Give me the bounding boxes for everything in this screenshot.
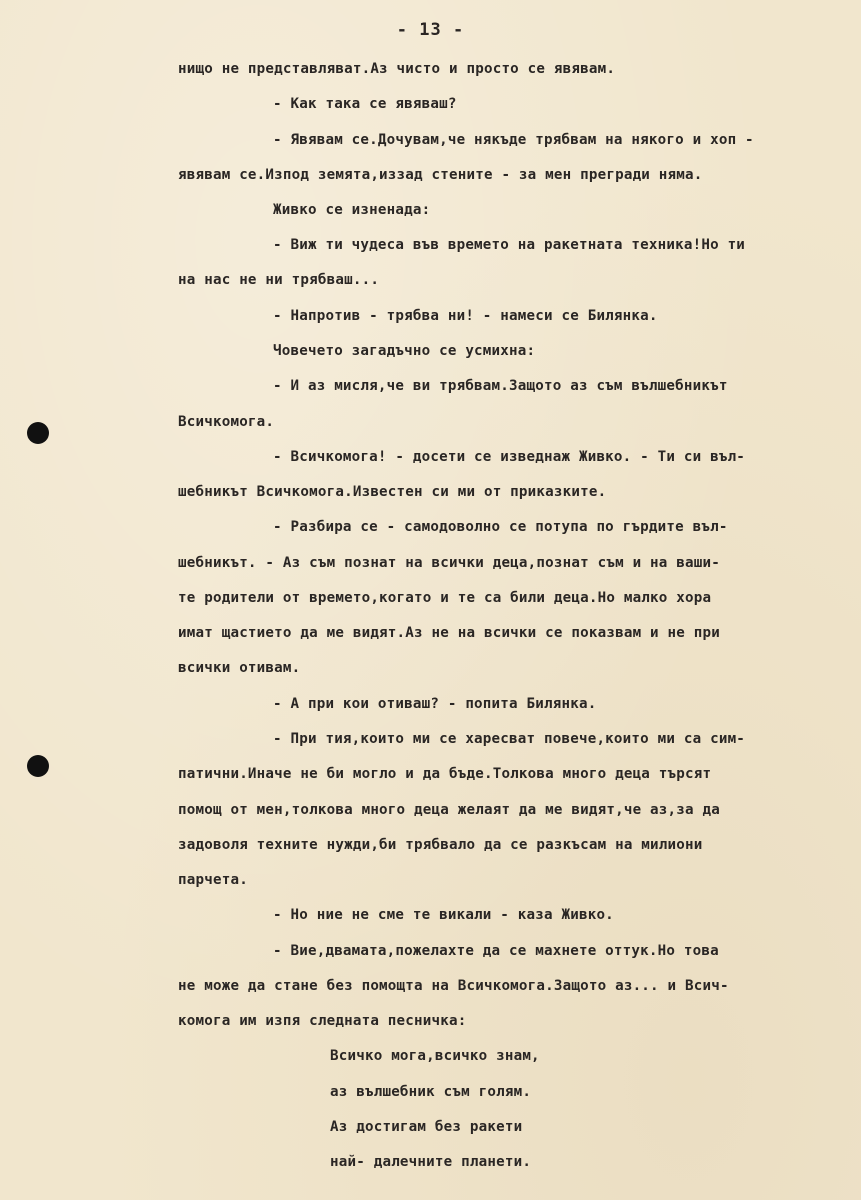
text-line: явявам се.Изпод земята,иззад стените - за мен прегради няма. [178,167,703,183]
text-line: - Разбира се - самодоволно се потупа по гърдите въл- [273,519,728,535]
poem-line: аз вълшебник съм голям. [330,1084,532,1100]
text-line: Човечето загадъчно се усмихна: [273,343,536,359]
text-line: - И аз мисля,че ви трябвам.Защото аз съм вълшебникът [273,378,728,394]
text-line: шебникът Всичкомога.Известен си ми от приказките. [178,484,607,500]
text-line: - Виж ти чудеса във времето на ракетната техника!Но ти [273,237,746,253]
page-number: - 13 - [396,20,465,40]
text-line: - Всичкомога! - досети се изведнаж Живко. - Ти си въл- [273,449,746,465]
text-line: - А при кои отиваш? - попита Билянка. [273,696,597,712]
text-line: Всичкомога. [178,414,275,430]
text-line: патични.Иначе не би могло и да бъде.Толкова много деца търсят [178,766,712,782]
text-line: не може да стане без помощта на Всичкомога.Защото аз... и Всич- [178,978,729,994]
text-line: - Явявам се.Дочувам,че някъде трябвам на някого и хоп - [273,132,754,148]
text-line: те родители от времето,когато и те са били деца.Но малко хора [178,590,712,606]
punch-hole-top [27,422,49,444]
text-line: задоволя техните нужди,би трябвало да се разкъсам на милиони [178,837,703,853]
text-line: комога им изпя следната песничка: [178,1013,467,1029]
text-line: всички отивам. [178,660,301,676]
text-line: Живко се изненада: [273,202,431,218]
poem-line: Аз достигам без ракети [330,1119,523,1135]
poem-line: Всичко мога,всичко знам, [330,1048,540,1064]
text-line: - Вие,двамата,пожелахте да се махнете оттук.Но това [273,943,719,959]
text-line: - Как така се явяваш? [273,96,457,112]
text-line: - Но ние не сме те викали - каза Живко. [273,907,614,923]
text-line: парчета. [178,872,248,888]
text-line: помощ от мен,толкова много деца желаят да ме видят,че аз,за да [178,802,720,818]
text-line: - Напротив - трябва ни! - намеси се Билянка. [273,308,658,324]
text-line: имат щастието да ме видят.Аз не на всички се показвам и не при [178,625,720,641]
poem-line: най- далечните планети. [330,1154,532,1170]
punch-hole-bottom [27,755,49,777]
text-line: нищо не представляват.Аз чисто и просто се явявам. [178,61,616,77]
text-line: на нас не ни трябваш... [178,272,380,288]
text-line: - При тия,които ми се харесват повече,които ми са сим- [273,731,746,747]
text-line: шебникът. - Аз съм познат на всички деца,познат съм и на ваши- [178,555,720,571]
